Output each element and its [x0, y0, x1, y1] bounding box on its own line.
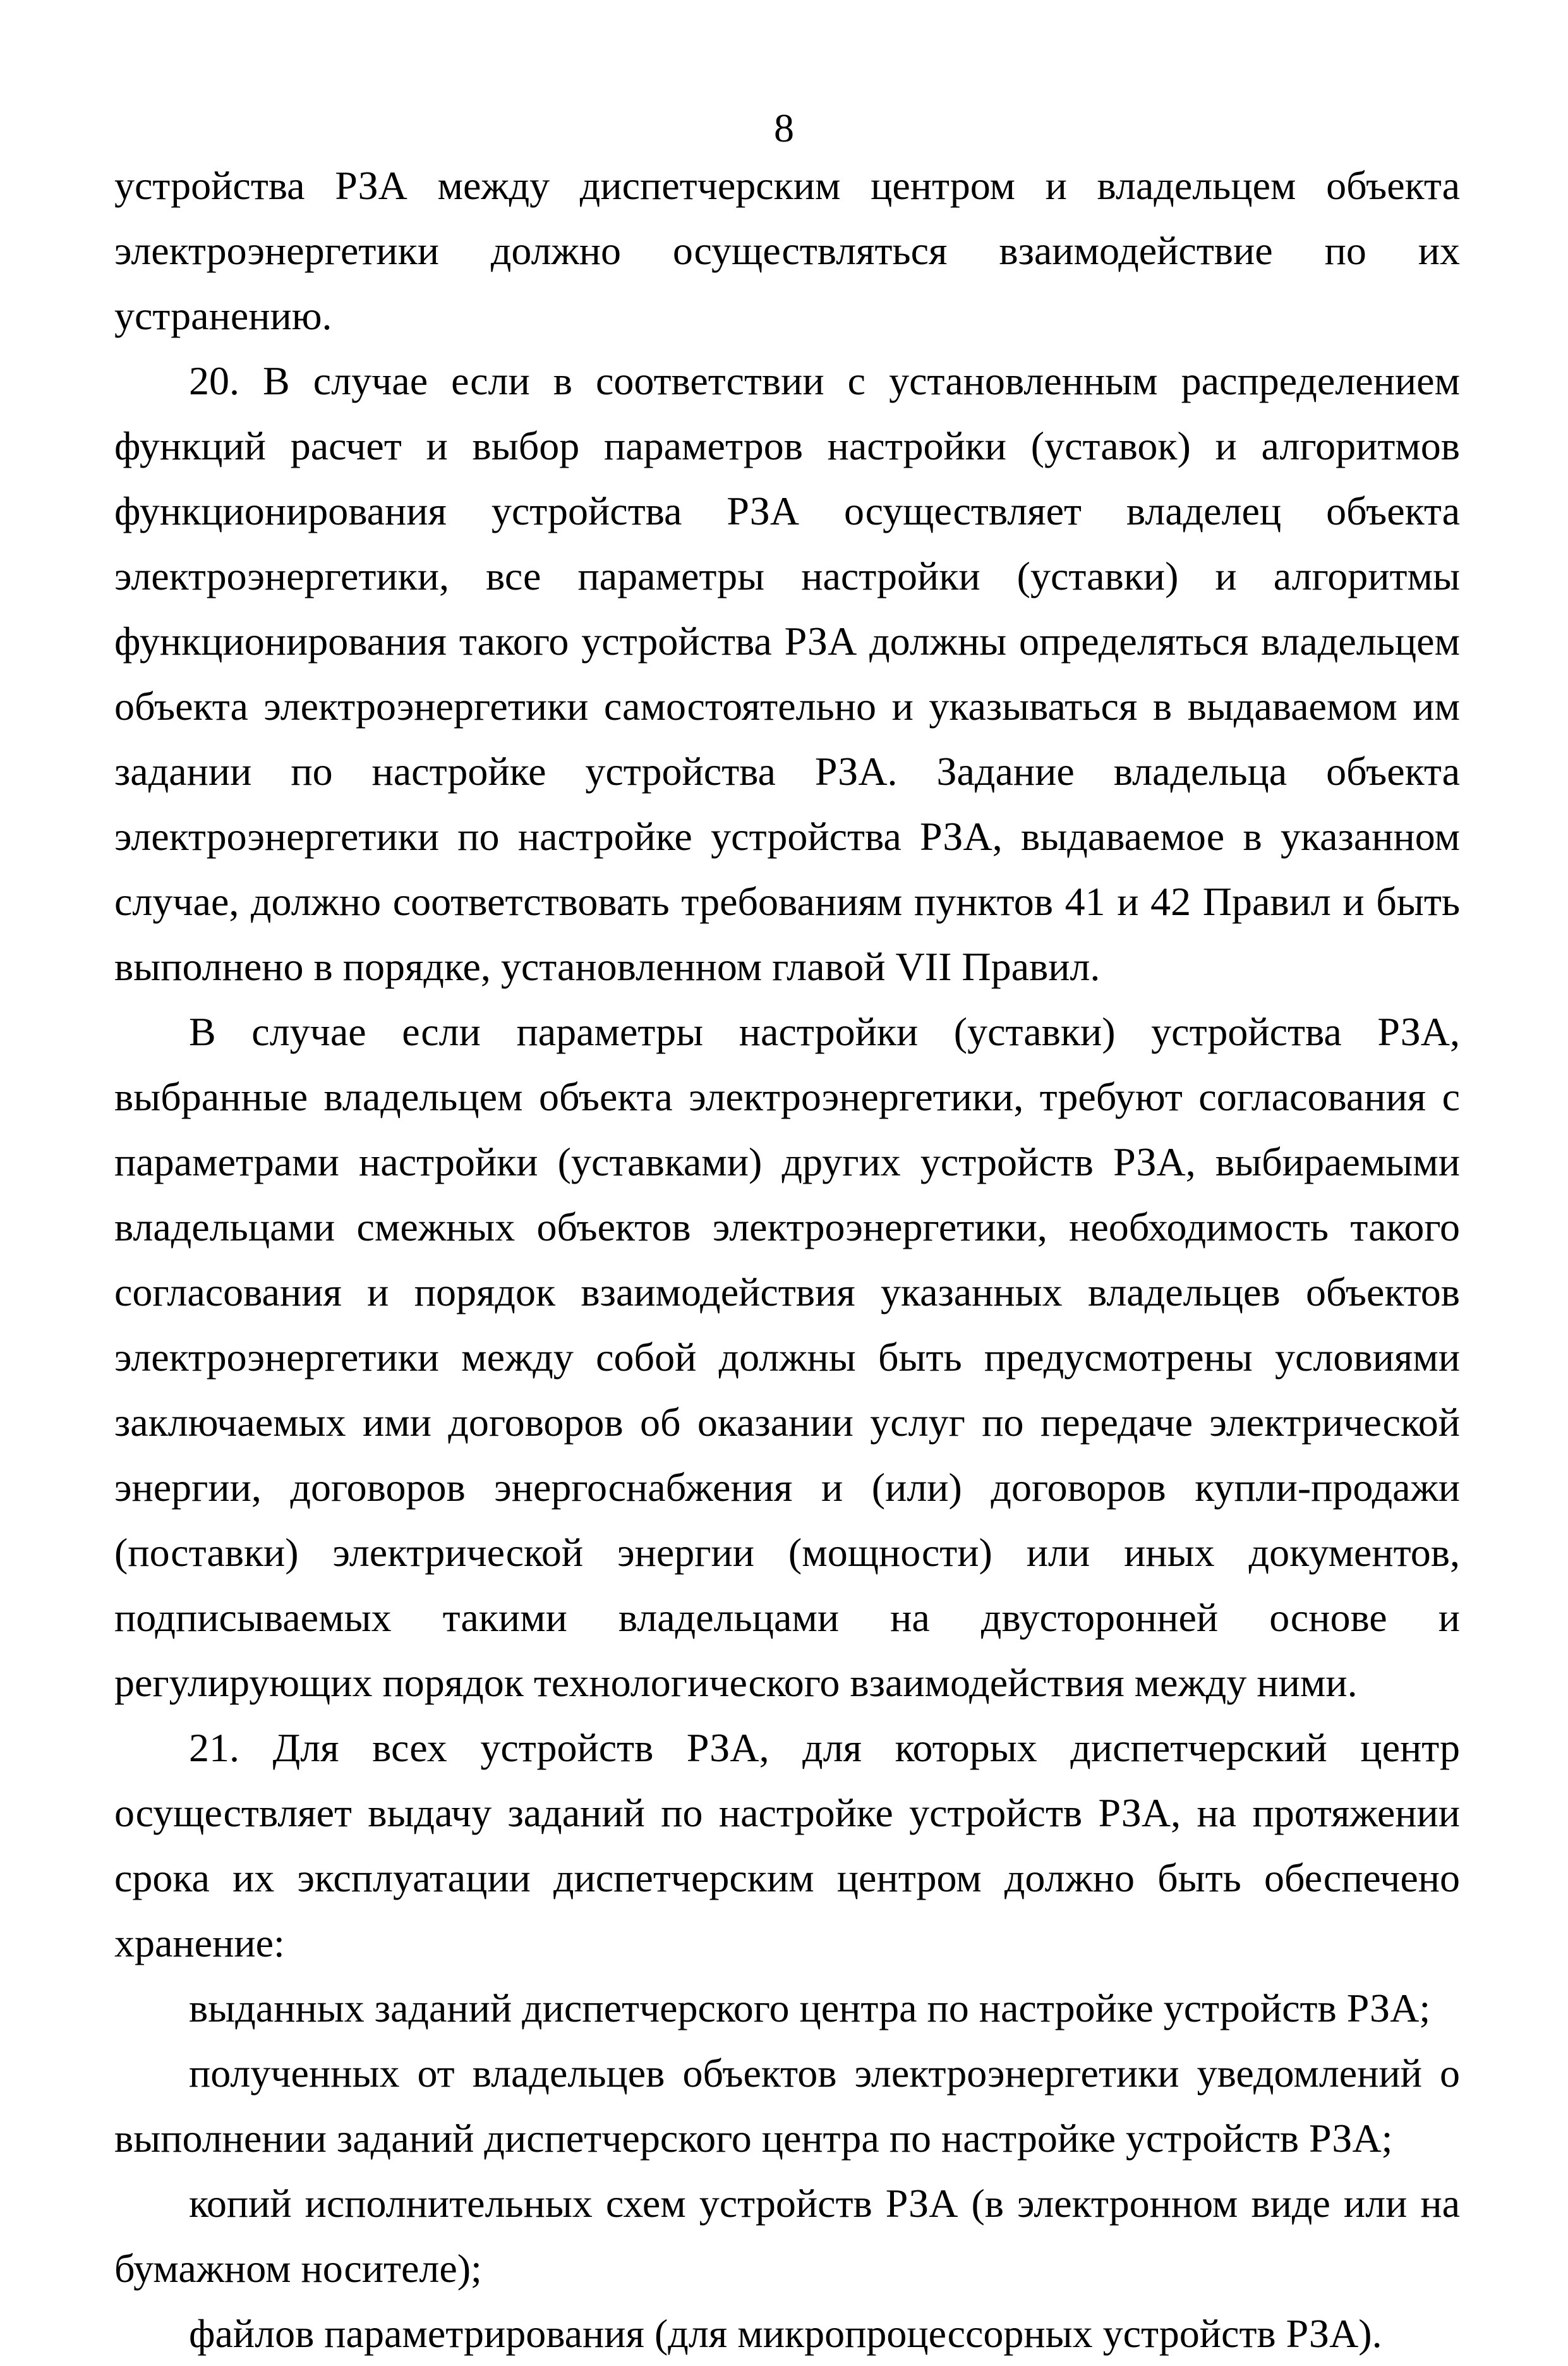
list-item-parameter-files: файлов параметрирования (для микропроцессорных устройств РЗА).: [189, 2311, 1382, 2356]
paragraph-coordination: В случае если параметры настройки (уставки) устройства РЗА, выбранные владельцем объекта электроэнергетики, требуют согласования с параметрами настройки (уставками) других устройств РЗА, выбираемыми владельцами смежных объектов электроэнергетики, необходимость такого согласования и порядок взаимодействия указанных владельцев объектов электроэнергетики между собой должны быть предусмотрены условиями заключаемых ими договоров об оказании услуг по передаче электрической энергии, договоров энергоснабжения и (или) договоров купли-продажи (поставки) электрической энергии (мощности) или иных документов, подписываемых такими владельцами на двусторонней основе и регулирующих порядок технологического взаимодействия между ними.: [114, 1009, 1460, 1705]
paragraph-clause-21: 21. Для всех устройств РЗА, для которых диспетчерский центр осуществляет выдачу заданий по настройке устройств РЗА, на протяжении срока их эксплуатации диспетчерским центром должно быть обеспечено хранение:: [114, 1725, 1460, 1965]
list-item-notifications: полученных от владельцев объектов электроэнергетики уведомлений о выполнении заданий диспетчерского центра по настройке устройств РЗА;: [114, 2051, 1460, 2161]
document-body: [114, 153, 1460, 2366]
list-item-schemes: копий исполнительных схем устройств РЗА (в электронном виде или на бумажном носителе);: [114, 2181, 1460, 2291]
list-item-issued-tasks: выданных заданий диспетчерского центра по настройке устройств РЗА;: [189, 1986, 1431, 2030]
paragraph-clause-20: 20. В случае если в соответствии с установленным распределением функций расчет и выбор параметров настройки (уставок) и алгоритмов функционирования устройства РЗА осуществляет владелец объекта электроэнергетики, все параметры настройки (уставки) и алгоритмы функционирования такого устройства РЗА должны определяться владельцем объекта электроэнергетики самостоятельно и указываться в выдаваемом им задании по настройке устройства РЗА. Задание владельца объекта электроэнергетики по настройке устройства РЗА, выдаваемое в указанном случае, должно соответствовать требованиям пунктов 41 и 42 Правил и быть выполнено в порядке, установленном главой VII Правил.: [114, 358, 1460, 989]
paragraph-continuation: устройства РЗА между диспетчерским центром и владельцем объекта электроэнергетики должно осуществляться взаимодействие по их устранению.: [114, 163, 1460, 338]
page-number: 8: [774, 106, 794, 150]
